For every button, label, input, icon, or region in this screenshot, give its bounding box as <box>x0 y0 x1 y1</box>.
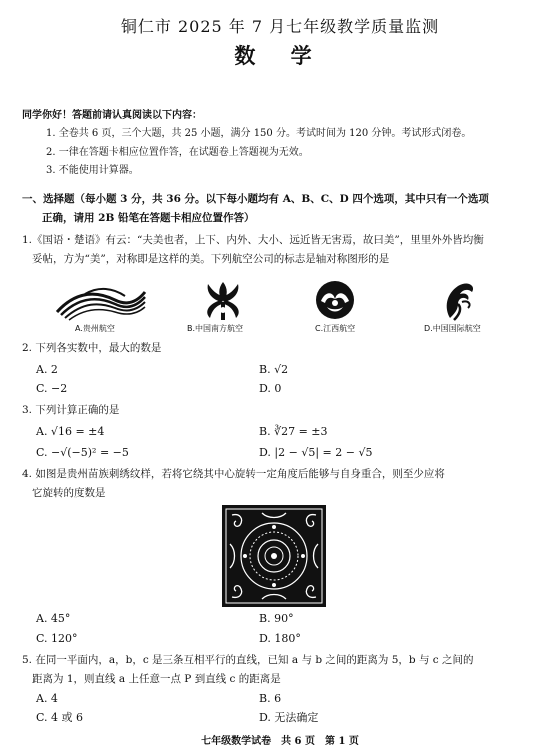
q1-caption-b: B.中国南方航空 <box>187 324 244 333</box>
q2-stem: 2. 下列各实数中，最大的数是 <box>22 342 162 354</box>
q3-option-b: B. ∛27 = ±3 <box>259 425 328 438</box>
q3-stem: 3. 下列计算正确的是 <box>22 404 120 416</box>
q1-stem-line1: 1.《国语・楚语》有云：“夫美也者，上下、内外、大小、远近皆无害焉，故曰美”，里里外外皆均衡 <box>22 234 484 246</box>
section-heading-line2: 正确，请用 2B 铅笔在答题卡相应位置作答） <box>42 212 255 224</box>
page-footer: 七年级数学试卷 共 6 页 第 1 页 <box>201 736 359 747</box>
q3-option-d: D. |2 − √5| = 2 − √5 <box>259 446 373 459</box>
instruction-item-2: 2. 一律在答题卡相应位置作答，在试题卷上答题视为无效。 <box>46 147 309 158</box>
exam-title: 铜仁市 2025 年 7 月七年级教学质量监测 <box>120 17 440 36</box>
air-china-logo <box>438 280 480 322</box>
q2-option-b: B. √2 <box>259 363 289 376</box>
instruction-item-1: 1. 全卷共 6 页，三个大题，共 25 小题，满分 150 分。考试时间为 120 分钟。考试形式闭卷。 <box>46 128 472 139</box>
section-heading-line1: 一、选择题（每小题 3 分，共 36 分。以下每小题均有 A、B、C、D 四个选项，其中只有一个选项 <box>22 193 489 205</box>
jiangxi-airlines-logo <box>313 279 357 321</box>
q1-caption-a: A.贵州航空 <box>75 324 115 333</box>
q5-stem-line2: 距离为 1，则直线 a 上任意一点 P 到直线 c 的距离是 <box>32 673 281 685</box>
q1-caption-d: D.中国国际航空 <box>424 324 481 333</box>
q1-caption-c: C.江西航空 <box>315 324 356 333</box>
q2-option-d: D. 0 <box>259 382 282 395</box>
q3-option-c: C. −√(−5)² = −5 <box>36 446 129 459</box>
q1-stem-line2: 妥帖，方为“美”，对称即是这样的美。下列航空公司的标志是轴对称图形的是 <box>32 253 390 265</box>
q5-option-a: A. 4 <box>36 692 58 705</box>
q2-option-a: A. 2 <box>36 363 58 376</box>
china-southern-logo <box>200 278 246 322</box>
instruction-item-3: 3. 不能使用计算器。 <box>46 165 139 176</box>
q5-stem-line1: 5. 在同一平面内，a，b，c 是三条互相平行的直线，已知 a 与 b 之间的距离为 5，b 与 c 之间的 <box>22 654 474 666</box>
q5-option-b: B. 6 <box>259 692 282 705</box>
miao-embroidery-pattern <box>222 505 326 607</box>
subject-title: 数 学 <box>234 43 326 68</box>
q4-option-d: D. 180° <box>259 632 301 645</box>
q4-stem-line1: 4. 如图是贵州苗族刺绣纹样，若将它绕其中心旋转一定角度后能够与自身重合，则至少应将 <box>22 468 445 480</box>
q3-option-a: A. √16 = ±4 <box>36 425 105 438</box>
q2-option-c: C. −2 <box>36 382 68 395</box>
q5-option-d: D. 无法确定 <box>259 711 319 724</box>
q4-option-b: B. 90° <box>259 612 294 625</box>
q4-stem-line2: 它旋转的度数是 <box>32 487 106 499</box>
guizhou-airlines-logo <box>55 282 147 322</box>
q4-option-c: C. 120° <box>36 632 78 645</box>
q4-option-a: A. 45° <box>36 612 71 625</box>
instructions-greeting: 同学你好！答题前请认真阅读以下内容： <box>22 110 202 121</box>
q5-option-c: C. 4 或 6 <box>36 711 84 724</box>
